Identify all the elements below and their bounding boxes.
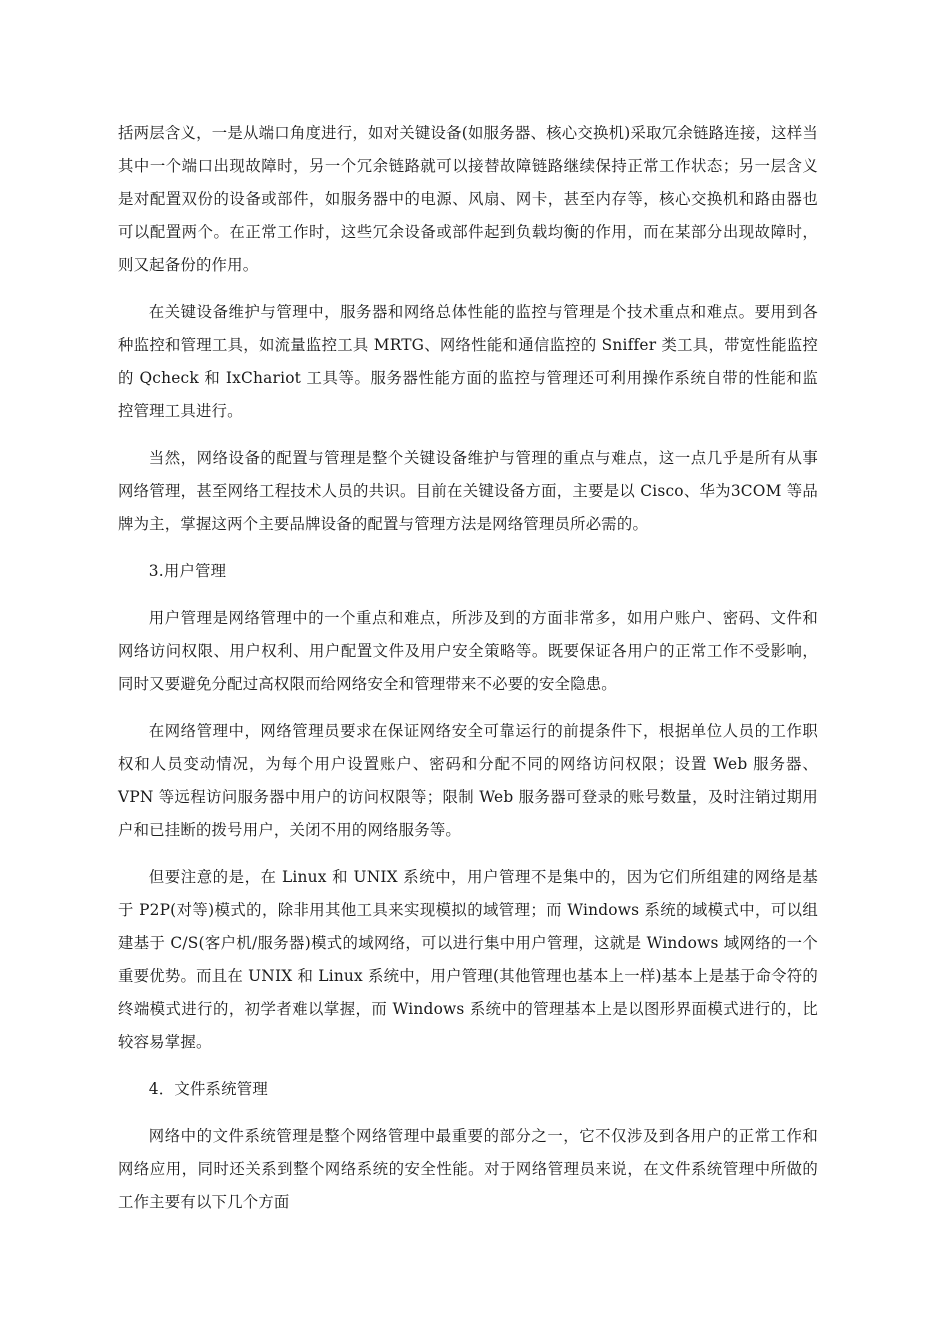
paragraph-redundancy: 括两层含义，一是从端口角度进行，如对关键设备(如服务器、核心交换机)采取冗余链路连接，这样当其中一个端口出现故障时，另一个冗余链路就可以接替故障链路继续保持正常工作状态；另一层含义是对配置双份的设备或部件，如服务器中的电源、风扇、网卡，甚至内存等，核心交换机和路由器也可以配置两个。在正常工作时，这些冗余设备或部件起到负载均衡的作用，而在某部分出现故障时，则又起备份的作用。	[118, 124, 818, 274]
paragraph-file-system-intro: 网络中的文件系统管理是整个网络管理中最重要的部分之一，它不仅涉及到各用户的正常工作和网络应用，同时还关系到整个网络系统的安全性能。对于网络管理员来说，在文件系统管理中所做的工作主要有以下几个方面	[118, 1127, 818, 1211]
paragraph-device-config: 当然，网络设备的配置与管理是整个关键设备维护与管理的重点与难点，这一点几乎是所有从事网络管理，甚至网络工程技术人员的共识。目前在关键设备方面，主要是以 Cisco、华为3COM 等品牌为主，掌握这两个主要品牌设备的配置与管理方法是网络管理员所必需的。	[118, 449, 818, 533]
document-page	[118, 117, 818, 1233]
section-heading-file-system: 4．文件系统管理	[148, 1080, 268, 1098]
paragraph-user-management-intro: 用户管理是网络管理中的一个重点和难点，所涉及到的方面非常多，如用户账户、密码、文件和网络访问权限、用户权利、用户配置文件及用户安全策略等。既要保证各用户的正常工作不受影响，同时又要避免分配过高权限而给网络安全和管理带来不必要的安全隐患。	[118, 609, 818, 693]
section-heading-user-management: 3.用户管理	[148, 562, 227, 580]
paragraph-linux-windows: 但要注意的是，在 Linux 和 UNIX 系统中，用户管理不是集中的，因为它们所组建的网络是基于 P2P(对等)模式的，除非用其他工具来实现模拟的域管理；而 Windows 系统的域模式中，可以组建基于 C/S(客户机/服务器)模式的域网络，可以进行集中用户管理，这就是 Windows 域网络的一个重要优势。而且在 UNIX 和 Linux 系统中，用户管理(其他管理也基本上一样)基本上是基于命令符的终端模式进行的，初学者难以掌握，而 Windows 系统中的管理基本上是以图形界面模式进行的，比较容易掌握。	[118, 868, 818, 1051]
paragraph-monitoring: 在关键设备维护与管理中，服务器和网络总体性能的监控与管理是个技术重点和难点。要用到各种监控和管理工具，如流量监控工具 MRTG、网络性能和通信监控的 Sniffer 类工具，带宽性能监控的 Qcheck 和 IxChariot 工具等。服务器性能方面的监控与管理还可利用操作系统自带的性能和监控管理工具进行。	[118, 303, 818, 420]
paragraph-user-permissions: 在网络管理中，网络管理员要求在保证网络安全可靠运行的前提条件下，根据单位人员的工作职权和人员变动情况，为每个用户设置账户、密码和分配不同的网络访问权限；设置 Web 服务器、VPN 等远程访问服务器中用户的访问权限等；限制 Web 服务器可登录的账号数量，及时注销过期用户和已挂断的拨号用户，关闭不用的网络服务等。	[118, 722, 818, 839]
